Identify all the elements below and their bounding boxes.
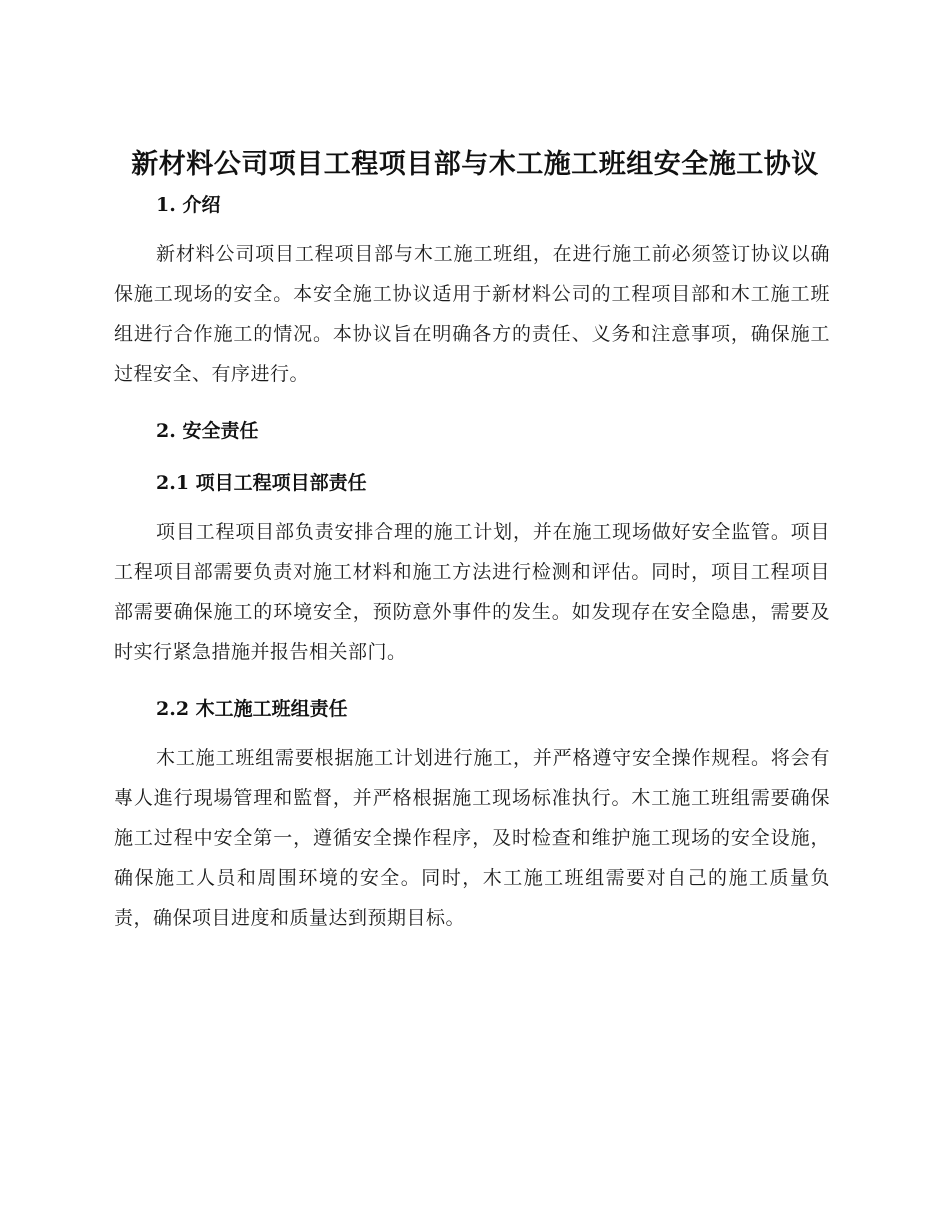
section-heading-introduction: 1. 介绍 [156, 194, 221, 216]
section-heading-safety-responsibility: 2. 安全责任 [156, 420, 259, 442]
document-title: 新材料公司项目工程项目部与木工施工班组安全施工协议 [131, 149, 819, 180]
section-heading-carpentry-team: 2.2 木工施工班组责任 [156, 698, 348, 720]
section-paragraph-project-department: 项目工程项目部负责安排合理的施工计划，并在施工现场做好安全监管。项目工程项目部需要负责对施工材料和施工方法进行检测和评估。同时，项目工程项目部需要确保施工的环境安全，预防意外事件的发生。如发现存在安全隐患，需要及时实行紧急措施并报告相关部门。 [114, 521, 830, 663]
section-heading-project-department: 2.1 项目工程项目部责任 [156, 472, 367, 494]
section-paragraph-carpentry-team: 木工施工班组需要根据施工计划进行施工，并严格遵守安全操作规程。将会有專人進行現場管理和監督，并严格根据施工现场标准执行。木工施工班组需要确保施工过程中安全第一，遵循安全操作程序，及时检查和维护施工现场的安全设施，确保施工人员和周围环境的安全。同时，木工施工班组需要对自己的施工质量负责，确保项目进度和质量达到预期目标。 [114, 747, 830, 929]
section-paragraph-introduction: 新材料公司项目工程项目部与木工施工班组，在进行施工前必须签订协议以确保施工现场的安全。本安全施工协议适用于新材料公司的工程项目部和木工施工班组进行合作施工的情况。本协议旨在明确各方的责任、义务和注意事项，确保施工过程安全、有序进行。 [114, 243, 830, 385]
document-body [114, 190, 830, 938]
